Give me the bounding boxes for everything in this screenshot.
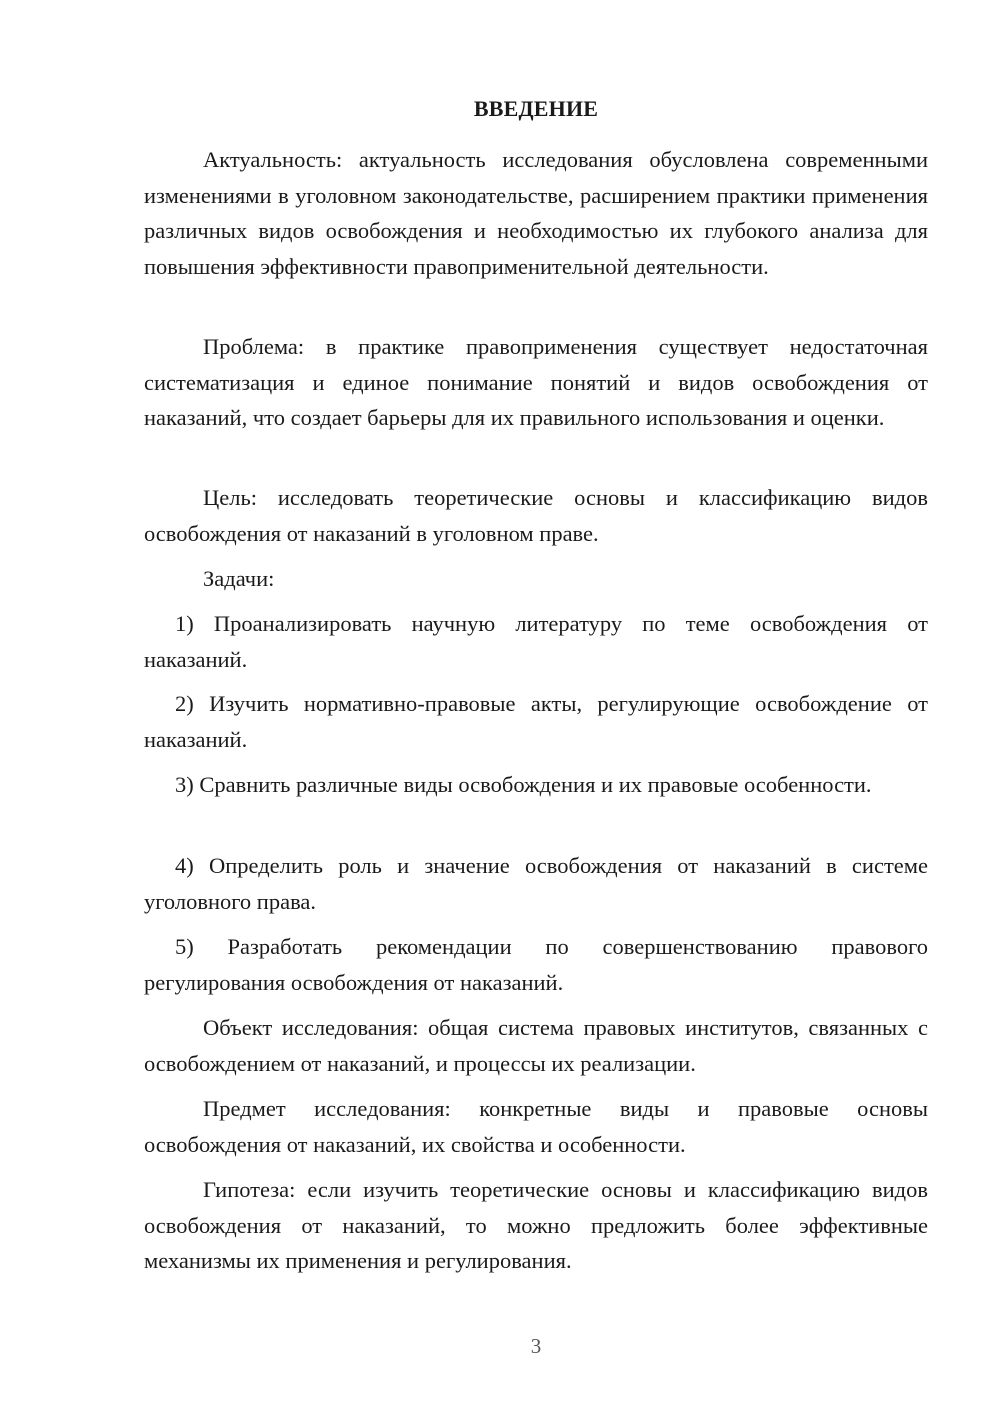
task-item-5: 5) Разработать рекомендации по совершенствованию правового регулирования освобождения от наказаний. [144,934,928,995]
paragraph-relevance: Актуальность: актуальность исследования обусловлена современными изменениями в уголовном законодательстве, расширением практики применения различных видов освобождения и необходимостью их глубокого анализа для повышения эффективности правоприменительной деятельности. [144,147,928,279]
section-heading: ВВЕДЕНИЕ [473,96,599,121]
paragraph-subject: Предмет исследования: конкретные виды и правовые основы освобождения от наказаний, их свойства и особенности. [144,1096,928,1157]
paragraph-tasks-label: Задачи: [203,566,275,591]
paragraph-object: Объект исследования: общая система правовых институтов, связанных с освобождением от наказаний, и процессы их реализации. [144,1015,928,1076]
task-item-3: 3) Сравнить различные виды освобождения и их правовые особенности. [175,772,872,797]
paragraph-problem: Проблема: в практике правоприменения существует недостаточная систематизация и единое понимание понятий и видов освобождения от наказаний, что создает барьеры для их правильного использования и оценки. [144,334,928,430]
task-item-4: 4) Определить роль и значение освобождения от наказаний в системе уголовного права. [144,853,928,914]
task-item-1: 1) Проанализировать научную литературу по теме освобождения от наказаний. [144,611,928,672]
page-number: 3 [530,1334,542,1358]
paragraph-hypothesis: Гипотеза: если изучить теоретические основы и классификацию видов освобождения от наказаний, то можно предложить более эффективные механизмы их применения и регулирования. [144,1177,928,1273]
task-item-2: 2) Изучить нормативно-правовые акты, регулирующие освобождение от наказаний. [144,691,928,752]
paragraph-goal: Цель: исследовать теоретические основы и классификацию видов освобождения от наказаний в уголовном праве. [144,485,928,546]
